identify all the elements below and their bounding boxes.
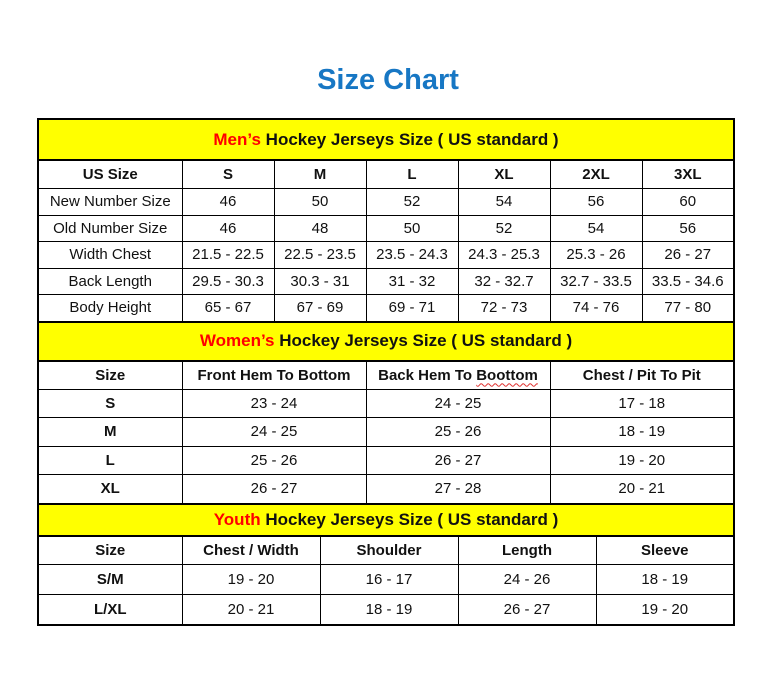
col-header: S bbox=[182, 160, 274, 189]
value-cell: 25 - 26 bbox=[182, 446, 366, 475]
table-row bbox=[38, 242, 734, 269]
row-label: L bbox=[38, 446, 182, 475]
value-cell: 31 - 32 bbox=[366, 268, 458, 295]
value-cell: 20 - 21 bbox=[182, 594, 320, 625]
womens-column-header-row bbox=[38, 361, 734, 390]
row-label: Body Height bbox=[38, 295, 182, 322]
value-cell: 22.5 - 23.5 bbox=[274, 242, 366, 269]
col-header: Size bbox=[38, 536, 182, 565]
value-cell: 26 - 27 bbox=[458, 594, 596, 625]
row-label: S/M bbox=[38, 564, 182, 594]
youth-section-highlight: Youth bbox=[213, 509, 261, 529]
value-cell: 24.3 - 25.3 bbox=[458, 242, 550, 269]
col-header: Size bbox=[38, 361, 182, 390]
value-cell: 18 - 19 bbox=[320, 594, 458, 625]
value-cell: 74 - 76 bbox=[550, 295, 642, 322]
value-cell: 54 bbox=[550, 215, 642, 242]
womens-size-table bbox=[37, 321, 735, 505]
value-cell: 23.5 - 24.3 bbox=[366, 242, 458, 269]
mens-section-title-text: Hockey Jerseys Size ( US standard ) bbox=[265, 129, 559, 149]
col-header: US Size bbox=[38, 160, 182, 189]
col-header: L bbox=[366, 160, 458, 189]
col-header: Front Hem To Bottom bbox=[182, 361, 366, 390]
page-title: Size Chart bbox=[317, 64, 459, 96]
value-cell: 54 bbox=[458, 189, 550, 216]
table-row bbox=[38, 215, 734, 242]
value-cell: 24 - 25 bbox=[366, 389, 550, 418]
row-label: S bbox=[38, 389, 182, 418]
value-cell: 20 - 21 bbox=[550, 475, 734, 504]
mens-section-header bbox=[38, 119, 734, 160]
value-cell: 19 - 20 bbox=[182, 564, 320, 594]
value-cell: 17 - 18 bbox=[550, 389, 734, 418]
col-header-back-hem-prefix: Back Hem To bbox=[378, 366, 473, 384]
value-cell: 29.5 - 30.3 bbox=[182, 268, 274, 295]
value-cell: 25.3 - 26 bbox=[550, 242, 642, 269]
womens-section-highlight: Women’s bbox=[199, 331, 275, 350]
value-cell: 26 - 27 bbox=[182, 475, 366, 504]
mens-section-header-row bbox=[38, 119, 734, 160]
table-row bbox=[38, 295, 734, 322]
col-header: Length bbox=[458, 536, 596, 565]
value-cell: 32.7 - 33.5 bbox=[550, 268, 642, 295]
value-cell: 19 - 20 bbox=[550, 446, 734, 475]
value-cell: 48 bbox=[274, 215, 366, 242]
value-cell: 32 - 32.7 bbox=[458, 268, 550, 295]
table-row bbox=[38, 268, 734, 295]
value-cell: 26 - 27 bbox=[366, 446, 550, 475]
value-cell: 46 bbox=[182, 215, 274, 242]
table-row bbox=[38, 475, 734, 504]
value-cell: 18 - 19 bbox=[550, 418, 734, 447]
value-cell: 52 bbox=[458, 215, 550, 242]
table-row bbox=[38, 189, 734, 216]
value-cell: 18 - 19 bbox=[596, 564, 734, 594]
row-label: Old Number Size bbox=[38, 215, 182, 242]
value-cell: 77 - 80 bbox=[642, 295, 734, 322]
value-cell: 30.3 - 31 bbox=[274, 268, 366, 295]
value-cell: 24 - 25 bbox=[182, 418, 366, 447]
col-header: Chest / Pit To Pit bbox=[550, 361, 734, 390]
row-label: XL bbox=[38, 475, 182, 504]
col-header: Chest / Width bbox=[182, 536, 320, 565]
mens-column-header-row bbox=[38, 160, 734, 189]
row-label: M bbox=[38, 418, 182, 447]
row-label: Back Length bbox=[38, 268, 182, 295]
col-header: XL bbox=[458, 160, 550, 189]
value-cell: 67 - 69 bbox=[274, 295, 366, 322]
table-row bbox=[38, 594, 734, 625]
value-cell: 23 - 24 bbox=[182, 389, 366, 418]
col-header-back-hem bbox=[366, 361, 550, 390]
table-row bbox=[38, 418, 734, 447]
row-label: New Number Size bbox=[38, 189, 182, 216]
col-header-misspelled-word: Boottom bbox=[476, 366, 538, 384]
col-header: 2XL bbox=[550, 160, 642, 189]
value-cell: 21.5 - 22.5 bbox=[182, 242, 274, 269]
col-header: 3XL bbox=[642, 160, 734, 189]
value-cell: 24 - 26 bbox=[458, 564, 596, 594]
youth-section-header-row bbox=[38, 504, 734, 536]
womens-section-header bbox=[38, 322, 734, 361]
table-row bbox=[38, 564, 734, 594]
value-cell: 60 bbox=[642, 189, 734, 216]
value-cell: 52 bbox=[366, 189, 458, 216]
youth-section-header bbox=[38, 504, 734, 536]
value-cell: 26 - 27 bbox=[642, 242, 734, 269]
value-cell: 65 - 67 bbox=[182, 295, 274, 322]
table-row bbox=[38, 389, 734, 418]
row-label: L/XL bbox=[38, 594, 182, 625]
col-header: Sleeve bbox=[596, 536, 734, 565]
mens-size-table bbox=[37, 118, 735, 323]
value-cell: 50 bbox=[274, 189, 366, 216]
value-cell: 27 - 28 bbox=[366, 475, 550, 504]
value-cell: 56 bbox=[550, 189, 642, 216]
value-cell: 50 bbox=[366, 215, 458, 242]
value-cell: 46 bbox=[182, 189, 274, 216]
value-cell: 69 - 71 bbox=[366, 295, 458, 322]
womens-section-header-row bbox=[38, 322, 734, 361]
youth-size-table bbox=[37, 503, 735, 626]
mens-section-highlight: Men’s bbox=[213, 129, 261, 149]
table-row bbox=[38, 446, 734, 475]
value-cell: 25 - 26 bbox=[366, 418, 550, 447]
value-cell: 33.5 - 34.6 bbox=[642, 268, 734, 295]
youth-section-title-text: Hockey Jerseys Size ( US standard ) bbox=[265, 509, 559, 529]
col-header: Shoulder bbox=[320, 536, 458, 565]
value-cell: 56 bbox=[642, 215, 734, 242]
row-label: Width Chest bbox=[38, 242, 182, 269]
youth-column-header-row bbox=[38, 536, 734, 565]
value-cell: 16 - 17 bbox=[320, 564, 458, 594]
womens-section-title-text: Hockey Jerseys Size ( US standard ) bbox=[279, 331, 573, 350]
value-cell: 72 - 73 bbox=[458, 295, 550, 322]
col-header: M bbox=[274, 160, 366, 189]
value-cell: 19 - 20 bbox=[596, 594, 734, 625]
